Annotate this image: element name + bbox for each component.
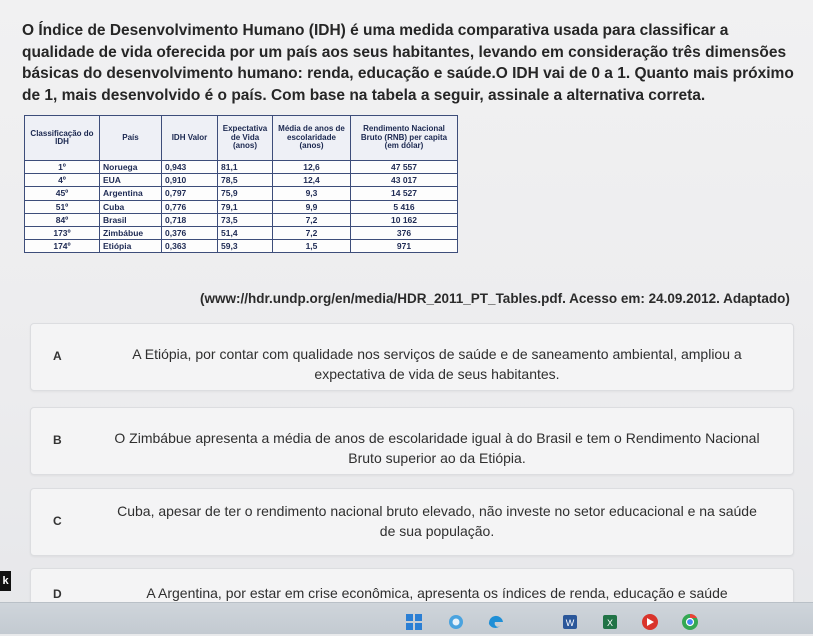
cell-country: Noruega [100,161,162,174]
option-letter: D [53,587,62,601]
option-text [91,501,783,541]
cell-life: 51,4 [218,226,273,239]
option-a[interactable] [30,323,794,391]
cell-country: Brasil [100,213,162,226]
header-country: País [100,116,162,161]
chrome-icon[interactable] [681,613,699,631]
cell-school: 12,4 [273,174,351,187]
cell-life: 81,1 [218,161,273,174]
cell-gni: 971 [351,240,458,253]
cell-school: 1,5 [273,240,351,253]
cell-gni: 376 [351,226,458,239]
idh-table [24,115,458,253]
cell-gni: 47 557 [351,161,458,174]
header-life-expectancy: Expectativa de Vida (anos) [218,116,273,161]
option-line: O Zimbábue apresenta a média de anos de escolaridade igual à do Brasil e tem o Rendimento Nacional [114,430,760,446]
cell-school: 7,2 [273,226,351,239]
option-line: de sua população. [379,523,495,539]
table-row [25,200,458,213]
cell-school: 9,3 [273,187,351,200]
question-text: O Índice de Desenvolvimento Humano (IDH) é uma medida comparativa usada para classificar a qualidade de vida oferecida por um país aos seus habitantes, levando em consideração três dimensões básicas do desenvolvimento humano: renda, educação e saúde.O IDH vai de 0 a 1. Quanto mais próximo de 1, mais desenvolvido é o país. Com base na tabela a seguir, assinale a alternativa correta. [22,22,794,104]
option-line: Bruto superior ao da Etiópia. [348,450,526,466]
cell-idh: 0,718 [162,213,218,226]
svg-text:X: X [606,618,614,628]
option-c[interactable] [30,488,794,556]
cell-life: 59,3 [218,240,273,253]
option-letter: C [53,514,62,528]
option-letter: B [53,433,62,447]
cell-idh: 0,943 [162,161,218,174]
cell-gni: 43 017 [351,174,458,187]
option-line: A Etiópia, por contar com qualidade nos serviços de saúde e de saneamento ambiental, ampliou a [132,346,742,362]
cell-rank: 4º [25,174,100,187]
svg-text:W: W [565,618,575,628]
excel-icon[interactable] [601,613,619,631]
table-source: (www://hdr.undp.org/en/media/HDR_2011_PT_Tables.pdf. Acesso em: 24.09.2012. Adaptado) [200,291,790,306]
cell-rank: 173º [25,226,100,239]
cell-life: 78,5 [218,174,273,187]
cell-life: 75,9 [218,187,273,200]
windows-start-icon[interactable] [405,613,423,631]
cell-rank: 84º [25,213,100,226]
cell-rank: 174º [25,240,100,253]
cell-idh: 0,376 [162,226,218,239]
cell-rank: 1º [25,161,100,174]
cursor-label: k [0,571,11,591]
table-header-row [25,116,458,161]
header-classification: Classificação do IDH [25,116,100,161]
cell-country: Zimbábue [100,226,162,239]
option-line: expectativa de vida de seus habitantes. [314,366,560,382]
edge-browser-icon[interactable] [487,613,505,631]
cell-rank: 45º [25,187,100,200]
cell-idh: 0,910 [162,174,218,187]
cell-country: EUA [100,174,162,187]
cell-country: Etiópia [100,240,162,253]
cell-idh: 0,797 [162,187,218,200]
header-schooling: Média de anos de escolaridade (anos) [273,116,351,161]
cell-school: 9,9 [273,200,351,213]
cell-rank: 51º [25,200,100,213]
cell-country: Argentina [100,187,162,200]
cell-gni: 14 527 [351,187,458,200]
table-row [25,187,458,200]
cell-country: Cuba [100,200,162,213]
table-row [25,213,458,226]
taskbar [0,602,813,634]
table-row [25,226,458,239]
media-app-icon[interactable] [641,613,659,631]
word-icon[interactable] [561,613,579,631]
header-idh-value: IDH Valor [162,116,218,161]
cell-gni: 10 162 [351,213,458,226]
table-row [25,174,458,187]
option-letter: A [53,349,62,363]
cell-idh: 0,363 [162,240,218,253]
cell-school: 7,2 [273,213,351,226]
option-text [91,583,783,603]
table-row [25,240,458,253]
cell-school: 12,6 [273,161,351,174]
option-line: Cuba, apesar de ter o rendimento nacional bruto elevado, não investe no setor educacional e na saúde [117,503,757,519]
cell-gni: 5 416 [351,200,458,213]
cell-life: 73,5 [218,213,273,226]
header-gni: Rendimento Nacional Bruto (RNB) per capita (em dólar) [351,116,458,161]
cell-life: 79,1 [218,200,273,213]
option-text [91,344,783,384]
option-b[interactable] [30,407,794,475]
option-text [91,428,783,468]
cell-idh: 0,776 [162,200,218,213]
option-line: A Argentina, por estar em crise econômica, apresenta os índices de renda, educação e saúde [146,585,728,601]
table-row [25,161,458,174]
search-icon[interactable] [447,613,465,631]
